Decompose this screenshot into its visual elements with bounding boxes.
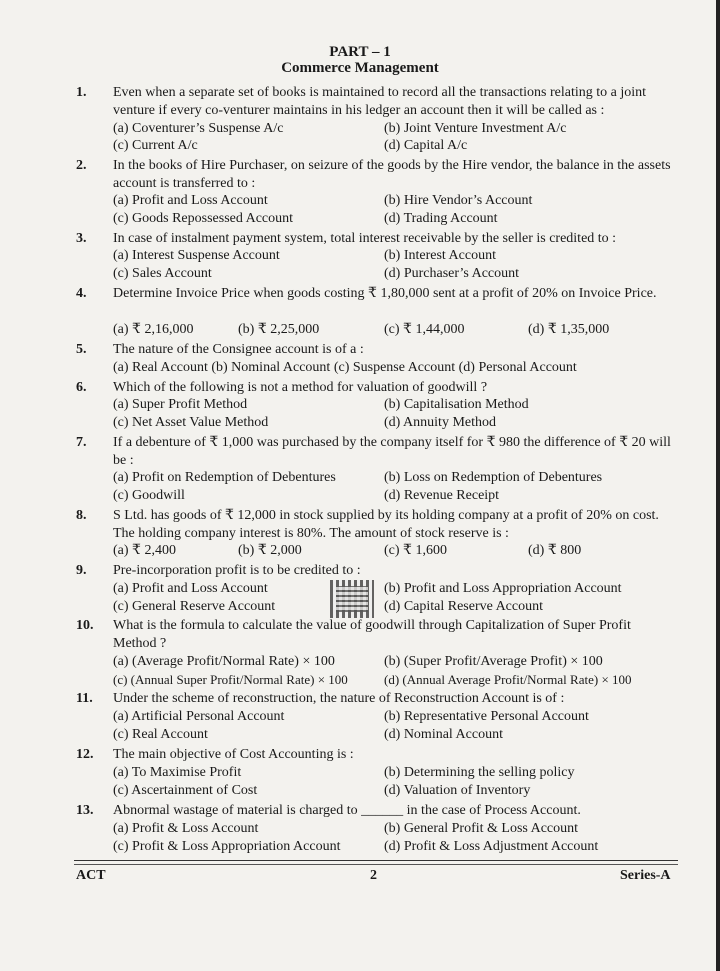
option-a: (a) (Average Profit/Normal Rate) × 100 [113, 654, 335, 669]
option-a: (a) Interest Suspense Account [113, 248, 280, 263]
option-d: (d) Annuity Method [384, 415, 496, 430]
question-text: Under the scheme of reconstruction, the nature of Reconstruction Account is of : [113, 691, 565, 706]
footer-series: Series-A [620, 868, 671, 883]
footer-divider [74, 860, 678, 861]
question-text: Abnormal wastage of material is charged to ______ in the case of Process Account. [113, 803, 581, 818]
question-text: What is the formula to calculate the value of goodwill through Capitalization of Super Profit Method ? [113, 618, 631, 651]
option-a: (a) Coventurer’s Suspense A/c [113, 121, 284, 136]
option-d: (d) ₹ 1,35,000 [528, 322, 610, 337]
question-number: 11. [76, 691, 93, 706]
option-b: (b) ₹ 2,000 [238, 543, 302, 558]
question-number: 8. [76, 508, 87, 523]
question-number: 6. [76, 380, 87, 395]
question-number: 10. [76, 618, 94, 633]
question-number: 9. [76, 563, 87, 578]
question-number: 12. [76, 747, 94, 762]
option-b: (b) ₹ 2,25,000 [238, 322, 320, 337]
option-a: (a) Profit & Loss Account [113, 821, 259, 836]
option-c: (c) Ascertainment of Cost [113, 783, 258, 798]
option-d: (d) Nominal Account [384, 727, 503, 742]
option-d: (d) ₹ 800 [528, 543, 582, 558]
page-number: 2 [370, 868, 377, 883]
question-text: The main objective of Cost Accounting is : [113, 747, 354, 762]
option-b: (b) Profit and Loss Appropriation Account [384, 581, 622, 596]
option-b: (b) Joint Venture Investment A/c [384, 121, 567, 136]
option-c: (c) General Reserve Account [113, 599, 276, 614]
option-a: (a) ₹ 2,400 [113, 543, 176, 558]
question-text: Determine Invoice Price when goods costing ₹ 1,80,000 sent at a profit of 20% on Invoice Price. [113, 286, 657, 301]
option-c: (c) Goods Repossessed Account [113, 211, 294, 226]
question-number: 2. [76, 158, 87, 173]
option-d: (d) Valuation of Inventory [384, 783, 531, 798]
option-b: (b) Determining the selling policy [384, 765, 575, 780]
option-c: (c) Current A/c [113, 138, 198, 153]
question-text: In case of instalment payment system, total interest receivable by the seller is credited to : [113, 231, 617, 246]
option-c: (c) Sales Account [113, 266, 212, 281]
option-a: (a) ₹ 2,16,000 [113, 322, 194, 337]
option-b: (b) Interest Account [384, 248, 496, 263]
option-b: (b) Representative Personal Account [384, 709, 589, 724]
question-text: The nature of the Consignee account is of a : [113, 342, 364, 357]
question-number: 5. [76, 342, 87, 357]
question-number: 3. [76, 231, 87, 246]
option-d: (d) Profit & Loss Adjustment Account [384, 839, 599, 854]
option-d: (d) Trading Account [384, 211, 498, 226]
question-text: If a debenture of ₹ 1,000 was purchased by the company itself for ₹ 980 the difference of ₹ 20 will be : [113, 435, 671, 468]
option-d: (d) Capital A/c [384, 138, 468, 153]
option-d: (d) Revenue Receipt [384, 488, 500, 503]
option-c: (c) Goodwill [113, 488, 185, 503]
footer-divider-thin [74, 864, 678, 865]
option-c: (c) Net Asset Value Method [113, 415, 269, 430]
question-text: Even when a separate set of books is maintained to record all the transactions relating to a joint venture if every co-venturer maintains in his ledger an account then it will be called as : [113, 85, 646, 118]
question-number: 13. [76, 803, 94, 818]
option-d: (d) Purchaser’s Account [384, 266, 520, 281]
question-text: In the books of Hire Purchaser, on seizure of the goods by the Hire vendor, the balance in the assets account is transferred to : [113, 158, 671, 191]
footer-code: ACT [76, 868, 106, 883]
option-b: (b) Capitalisation Method [384, 397, 529, 412]
option-c: (c) Real Account [113, 727, 208, 742]
qr-code-image [330, 580, 374, 618]
option-c: (c) Profit & Loss Appropriation Account [113, 839, 341, 854]
option-b: (b) General Profit & Loss Account [384, 821, 579, 836]
option-c: (c) ₹ 1,600 [384, 543, 447, 558]
question-text: Which of the following is not a method for valuation of goodwill ? [113, 380, 488, 395]
option-a: (a) Profit on Redemption of Debentures [113, 470, 336, 485]
question-number: 7. [76, 435, 87, 450]
question-number: 1. [76, 85, 87, 100]
question-text: S Ltd. has goods of ₹ 12,000 in stock supplied by its holding company at a profit of 20% on cost. The holding company interest is 80%. The amount of stock reserve is : [113, 508, 659, 541]
option-a: (a) To Maximise Profit [113, 765, 242, 780]
part-heading: PART – 1 [329, 44, 391, 60]
option-b: (b) (Super Profit/Average Profit) × 100 [384, 654, 603, 669]
option-c: (c) (Annual Super Profit/Normal Rate) × 100 [113, 672, 348, 687]
option-c: (c) ₹ 1,44,000 [384, 322, 465, 337]
option-a: (a) Profit and Loss Account [113, 193, 268, 208]
subject-heading: Commerce Management [281, 60, 439, 76]
page-edge [716, 0, 720, 971]
option-row: (a) Real Account (b) Nominal Account (c) Suspense Account (d) Personal Account [113, 360, 577, 375]
option-a: (a) Super Profit Method [113, 397, 248, 412]
option-a: (a) Artificial Personal Account [113, 709, 285, 724]
question-number: 4. [76, 286, 87, 301]
option-b: (b) Hire Vendor’s Account [384, 193, 533, 208]
question-text: Pre-incorporation profit is to be credited to : [113, 563, 361, 578]
option-d: (d) (Annual Average Profit/Normal Rate) × 100 [384, 672, 632, 687]
option-d: (d) Capital Reserve Account [384, 599, 544, 614]
option-b: (b) Loss on Redemption of Debentures [384, 470, 603, 485]
option-a: (a) Profit and Loss Account [113, 581, 268, 596]
